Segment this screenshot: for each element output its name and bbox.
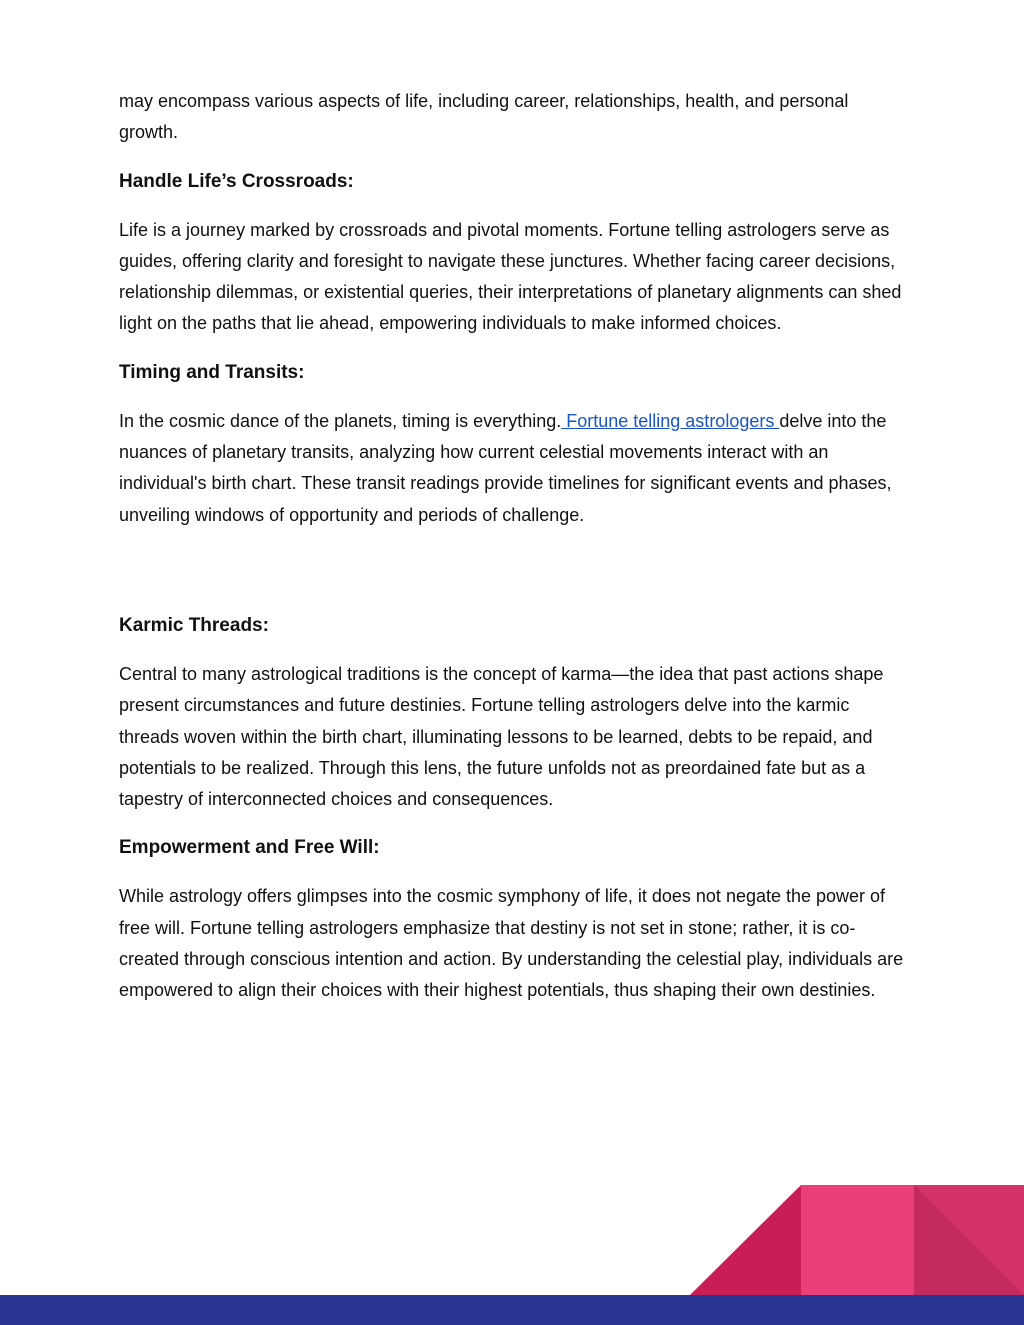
heading-crossroads: Handle Life’s Crossroads: xyxy=(119,170,354,192)
paragraph-crossroads: Life is a journey marked by crossroads and pivotal moments. Fortune telling astrologers serve as guides, offering clarity and foresight to navigate these junctures. Whether facing career decisions, relationship dilemmas, or existential queries, their interpretations of planetary alignments can shed light on the paths that lie ahead, empowering individuals to make informed choices. xyxy=(119,219,902,334)
section-spacer xyxy=(119,548,909,610)
paragraph-timing-transits xyxy=(119,406,909,531)
footer-band xyxy=(0,1295,1024,1325)
corner-triangle-dark-pink xyxy=(690,1185,801,1295)
heading-timing-transits: Timing and Transits: xyxy=(119,361,305,383)
heading-empowerment-free-will: Empowerment and Free Will: xyxy=(119,837,380,859)
paragraph-text-before-link: In the cosmic dance of the planets, timing is everything. xyxy=(119,410,562,431)
intro-paragraph: may encompass various aspects of life, including career, relationships, health, and personal growth. xyxy=(119,91,849,143)
decorative-corner-shapes xyxy=(690,1185,1024,1295)
heading-karmic-threads: Karmic Threads: xyxy=(119,614,269,636)
paragraph-karmic-threads: Central to many astrological traditions is the concept of karma—the idea that past actions shape present circumstances and future destinies. Fortune telling astrologers delve into the karmic threads woven within the birth chart, illuminating lessons to be learned, debts to be repaid, and potentials to be realized. Through this lens, the future unfolds not as preordained fate but as a tapestry of interconnected choices and consequences. xyxy=(119,663,884,810)
fortune-telling-astrologers-link[interactable]: Fortune telling astrologers xyxy=(561,410,780,431)
corner-block-pink xyxy=(801,1185,914,1295)
document-body xyxy=(119,86,909,1024)
paragraph-empowerment-free-will: While astrology offers glimpses into the cosmic symphony of life, it does not negate the power of free will. Fortune telling astrologers emphasize that destiny is not set in stone; rather, it is co-created through conscious intention and action. By understanding the celestial play, individuals are empowered to align their choices with their highest potentials, thus shaping their own destinies. xyxy=(119,886,904,1001)
paragraph-text-after-link: delve into the nuances of planetary transits, analyzing how current celestial movements interact with an individual's birth chart. These transit readings provide timelines for significant events and phases, unveiling windows of opportunity and periods of challenge. xyxy=(119,410,892,525)
